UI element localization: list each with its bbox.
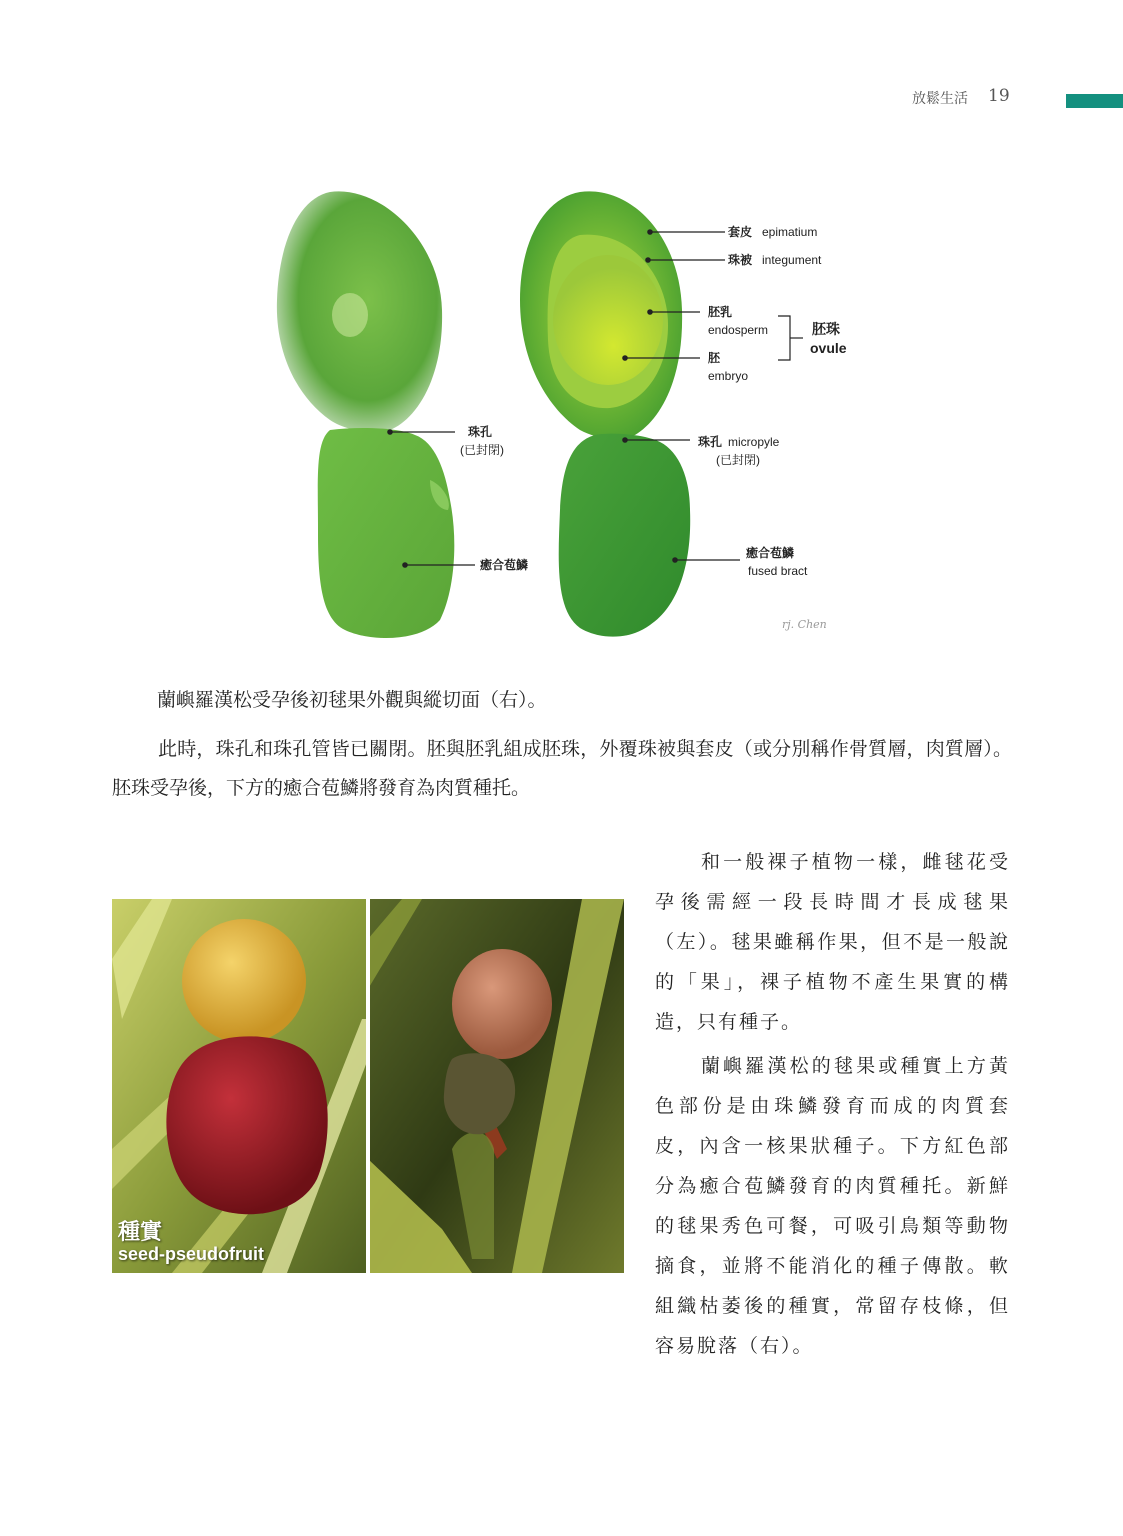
figure-caption: 蘭嶼羅漢松受孕後初毬果外觀與縱切面（右）。 [157, 689, 547, 711]
label-micropyle-right-sub: (已封閉) [716, 453, 760, 467]
right-column-paragraph-1 [655, 842, 1010, 1042]
label-epimatium-zh: 套皮 [728, 225, 753, 239]
photo-label-en: seed-pseudofruit [118, 1244, 265, 1264]
running-header-section: 放鬆生活 [912, 91, 968, 107]
photo-label-zh: 種實 [118, 1220, 163, 1245]
photographer-signature: rj. Chen [782, 618, 827, 631]
body-paragraph-1: 此時，珠孔和珠孔管皆已關閉。胚與胚乳組成胚珠，外覆珠被與套皮（或分別稱作骨質層，肉質層）。胚珠受孕後，下方的癒合苞鱗將發育為肉質種托。 [112, 738, 1012, 799]
header-accent-bar [1066, 94, 1123, 108]
cone-section-illustration [250, 180, 870, 650]
cone-exterior [277, 191, 454, 638]
label-epimatium-en: epimatium [762, 225, 818, 239]
label-micropyle-right-en: micropyle [728, 435, 780, 449]
label-bract-left-zh: 癒合苞鱗 [480, 558, 529, 572]
label-endosperm-en: endosperm [708, 323, 769, 337]
label-micropyle-left-sub: (已封閉) [460, 443, 504, 457]
right-column-paragraph-2 [655, 1046, 1010, 1366]
seed-pseudofruit-image [112, 899, 624, 1273]
label-embryo-en: embryo [708, 369, 749, 383]
label-integument-en: integument [762, 253, 822, 267]
cone-section-figure [250, 180, 870, 650]
label-endosperm-zh: 胚乳 [708, 305, 733, 319]
page-number: 19 [988, 86, 1010, 106]
label-embryo-zh: 胚 [708, 351, 721, 365]
label-bract-right-zh: 癒合苞鱗 [746, 546, 795, 560]
label-ovule-zh: 胚珠 [812, 322, 840, 338]
label-bract-right-en: fused bract [748, 564, 808, 578]
cone-longitudinal-section [520, 191, 690, 636]
label-ovule-en: ovule [810, 340, 847, 356]
label-integument-zh: 珠被 [728, 253, 753, 267]
label-micropyle-right-zh: 珠孔 [698, 435, 723, 449]
right-paragraph-2-text: 蘭嶼羅漢松的毬果或種實上方黃色部份是由珠鱗發育而成的肉質套皮，內含一核果狀種子。下方紅色部分為癒合苞鱗發育的肉質種托。新鮮的毬果秀色可餐，可吸引鳥類等動物摘食，並將不能消化的種子傳散。軟組織枯萎後的種實，常留存枝條，但容易脫落（右）。 [655, 1055, 1010, 1357]
seed-pseudofruit-photo [112, 899, 624, 1273]
right-paragraph-1-text: 和一般裸子植物一樣，雌毬花受孕後需經一段長時間才長成毬果（左）。毬果雖稱作果，但不是一般說的「果」，裸子植物不產生果實的構造，只有種子。 [655, 851, 1010, 1033]
label-micropyle-left-zh: 珠孔 [468, 425, 493, 439]
